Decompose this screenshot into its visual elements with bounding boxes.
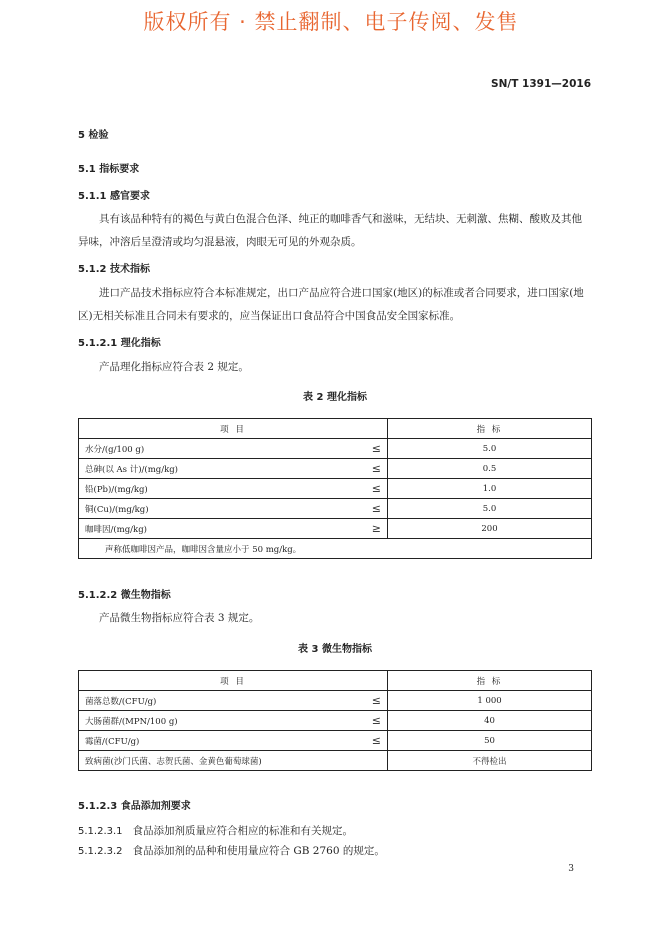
- technical-paragraph: 进口产品技术指标应符合本标准规定，出口产品应符合进口国家(地区)的标准或者合同要求，进口国家(地区)无相关标准且合同未有要求的，应当保证出口食品符合中国食品安全国家标准。: [78, 287, 584, 322]
- item-label: 致病菌(沙门氏菌、志贺氏菌、金黄色葡萄球菌): [85, 756, 262, 767]
- heading-5-1-2: 5.1.2 技术指标: [78, 264, 150, 275]
- heading-5-1-2-2: 5.1.2.2 微生物指标: [78, 590, 171, 601]
- physchem-intro: 产品理化指标应符合表 2 规定。: [99, 361, 249, 373]
- heading-5-1-2-1: 5.1.2.1 理化指标: [78, 338, 161, 349]
- comparison-operator: ≤: [371, 734, 381, 747]
- table-3-caption: 表 3 微生物指标: [298, 644, 372, 655]
- clause-number: 5.1.2.3.1: [78, 826, 123, 837]
- item-label: 铜(Cu)/(mg/kg): [85, 504, 149, 515]
- heading-5-1-2-3: 5.1.2.3 食品添加剂要求: [78, 801, 191, 812]
- table-note: 声称低咖啡因产品，咖啡因含量应小于 50 mg/kg。: [79, 539, 592, 559]
- item-value: 0.5: [388, 459, 592, 479]
- clause-text: 食品添加剂的品种和使用量应符合 GB 2760 的规定。: [132, 845, 385, 857]
- table-header: 项 目: [79, 671, 388, 691]
- comparison-operator: ≤: [371, 462, 381, 475]
- item-label: 铅(Pb)/(mg/kg): [85, 484, 148, 495]
- micro-intro: 产品微生物指标应符合表 3 规定。: [99, 612, 260, 624]
- table-row: [79, 751, 592, 771]
- copyright-watermark: 版权所有 · 禁止翻制、电子传阅、发售: [143, 10, 519, 34]
- table-note-row: [79, 539, 592, 559]
- item-value: 40: [388, 711, 592, 731]
- heading-5-1: 5.1 指标要求: [78, 164, 140, 175]
- table-header: 指 标: [388, 419, 592, 439]
- item-label: 总砷(以 As 计)/(mg/kg): [85, 464, 178, 475]
- item-label: 水分/(g/100 g): [85, 444, 145, 455]
- comparison-operator: ≤: [371, 442, 381, 455]
- table-row: [79, 731, 592, 751]
- clause-text: 食品添加剂质量应符合相应的标准和有关规定。: [132, 825, 354, 837]
- table-3: [78, 670, 592, 771]
- clause-5-1-2-3-1: [78, 823, 353, 838]
- clause-5-1-2-3-2: [78, 843, 385, 858]
- table-row: [79, 459, 592, 479]
- item-label: 菌落总数/(CFU/g): [85, 696, 157, 707]
- comparison-operator: ≤: [371, 482, 381, 495]
- table-row: [79, 519, 592, 539]
- table-2: [78, 418, 592, 559]
- table-row: [79, 479, 592, 499]
- item-value: 5.0: [388, 499, 592, 519]
- table-row: [79, 711, 592, 731]
- comparison-operator: ≤: [371, 694, 381, 707]
- item-label: 霉菌/(CFU/g): [85, 736, 140, 747]
- item-value: 200: [388, 519, 592, 539]
- item-value: 1.0: [388, 479, 592, 499]
- comparison-operator: ≥: [371, 522, 381, 535]
- item-value: 50: [388, 731, 592, 751]
- page-number: 3: [568, 864, 574, 874]
- item-label: 大肠菌群/(MPN/100 g): [85, 716, 178, 727]
- table-2-caption: 表 2 理化指标: [303, 392, 367, 403]
- table-header: 项 目: [79, 419, 388, 439]
- table-row: [79, 439, 592, 459]
- comparison-operator: ≤: [371, 502, 381, 515]
- table-header: 指 标: [388, 671, 592, 691]
- clause-number: 5.1.2.3.2: [78, 846, 123, 857]
- item-value: 5.0: [388, 439, 592, 459]
- item-value: 1 000: [388, 691, 592, 711]
- heading-5: 5 检验: [78, 130, 109, 141]
- table-row: [79, 691, 592, 711]
- comparison-operator: ≤: [371, 714, 381, 727]
- item-label: 咖啡因/(mg/kg): [85, 524, 147, 535]
- table-row: [79, 499, 592, 519]
- item-value: 不得检出: [388, 751, 592, 771]
- heading-5-1-1: 5.1.1 感官要求: [78, 191, 150, 202]
- standard-number: SN/T 1391—2016: [491, 78, 591, 90]
- sensory-paragraph: 具有该品种特有的褐色与黄白色混合色泽、纯正的咖啡香气和滋味，无结块、无刺激、焦糊、酸败及其他异味，冲溶后呈澄清或均匀混悬液，肉眼无可见的外观杂质。: [78, 213, 582, 248]
